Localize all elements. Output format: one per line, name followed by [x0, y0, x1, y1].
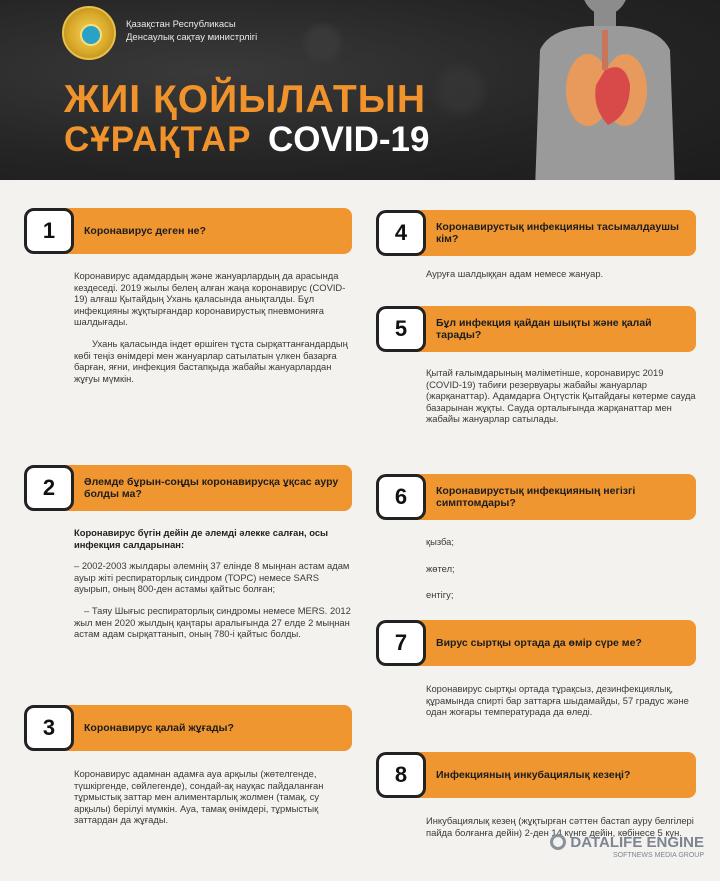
watermark: DATALIFE ENGINE SOFTNEWS MEDIA GROUP: [550, 834, 704, 859]
question-title: Коронавирустық инфекцияның негізгі симптомдары?: [406, 474, 696, 520]
datalife-logo-icon: [550, 834, 566, 850]
question-number: 4: [376, 210, 426, 256]
answer-7: Коронавирус сыртқы ортада тұрақсыз, дезинфекциялық, құрамында спирті бар заттарға шыдамайды, 57 градус және одан жоғары температурада да өледі.: [426, 683, 689, 718]
answer-5: Қытай ғалымдарының мәліметінше, коронавирус 2019 (COVID-19) табиғи резервуары жабайы жануарлар (жарқанаттар). Адамдарға Оңтүстік Қытайдағы көтерме сауда базарынан жұқты. Сауда орталығында жарқанаттар мен жабайы жануарлар сатылады.: [426, 367, 696, 425]
page-title-covid: COVID-19: [268, 120, 430, 159]
answer-3: Коронавирус адамнан адамға ауа арқылы (жөтелгенде, түшкіргенде, сөйлегенде), сондай-ақ науқас пайдаланған тұрмыстық заттар мен алиментарлық жолмен (тамақ, су арқылы) берілуі мүмкін. Ауа, тамақ өнімдері, тұрмыстық заттардан да жұғады.: [74, 768, 324, 826]
symptom-item: жөтел;: [426, 562, 455, 574]
virus-icon: [300, 20, 346, 66]
human-body-icon: [530, 0, 680, 180]
question-title: Инфекцияның инкубациялық кезеңі?: [406, 752, 696, 798]
question-number: 5: [376, 306, 426, 352]
question-number: 1: [24, 208, 74, 254]
question-number: 8: [376, 752, 426, 798]
question-title: Коронавирус қалай жұғады?: [54, 705, 352, 751]
answer-2: Коронавирус бүгін дейін де әлемді әлекке салған, осы инфекция салдарынан: – 2002-2003 жылдары әлемнің 37 елінде 8 мыңнан астам адам ауыр жіті респираторлық синдром (ТОРС) немесе SARS ауырып, оның 800-ден астамы қайтыс болған; – Таяу Шығыс респираторлық синдромы немесе MERS. 2012 жыл мен 2020 жылдың қаңтары аралығында 27 елде 2 мыңнан астам адам сырқаттанып, оның 780-і қайтыс болды.: [74, 527, 351, 640]
answer-1: Коронавирус адамдардың және жануарлардың да арасында кездеседі. 2019 жылы белең алған жаңа коронавирус (COVID-19) алғаш Қытайдың Ухань қаласында анықталды. Бұл инфекцияны жұқтырғандар коронавирустық пневмонияға шалдығады. Ухань қаласында індет өршіген тұста сырқаттанғандардың көбі теңіз өнімдері мен жануарлар сатылатын үлкен базарға барған, яғни, инфекция бастапқыда жабайы жануарлардан жұғуы мүмкін.: [74, 270, 348, 384]
header-banner: [0, 0, 720, 180]
page-title-line2: СҰРАҚТАР: [64, 120, 252, 159]
question-title: Коронавирустық инфекцияны тасымалдаушы кім?: [406, 210, 696, 256]
question-number: 7: [376, 620, 426, 666]
question-title: Әлемде бұрын-соңды коронавирусқа ұқсас ауру болды ма?: [54, 465, 352, 511]
answer-4: Ауруға шалдыққан адам немесе жануар.: [426, 268, 604, 279]
question-number: 6: [376, 474, 426, 520]
question-title: Бұл инфекция қайдан шықты және қалай тарады?: [406, 306, 696, 352]
question-number: 2: [24, 465, 74, 511]
question-number: 3: [24, 705, 74, 751]
symptom-item: қызба;: [426, 536, 455, 547]
answer-8: Инкубациялық кезең (жұқтырған сәттен бастап ауру белгілері пайда болғанға дейін) 2-ден 14 күнге дейін, көбінесе 5 күн.: [426, 815, 694, 838]
question-title: Вирус сыртқы ортада да өмір сүре ме?: [406, 620, 696, 666]
question-title: Коронавирус деген не?: [54, 208, 352, 254]
emblem-icon: [62, 6, 116, 60]
page-title-line1: ЖИІ ҚОЙЫЛАТЫН: [64, 78, 427, 121]
virus-icon: [430, 60, 490, 120]
answer-6: [426, 536, 696, 601]
symptom-item: ентігу;: [426, 589, 454, 601]
ministry-name: Қазақстан Республикасы Денсаулық сақтау министрлігі: [126, 19, 258, 43]
